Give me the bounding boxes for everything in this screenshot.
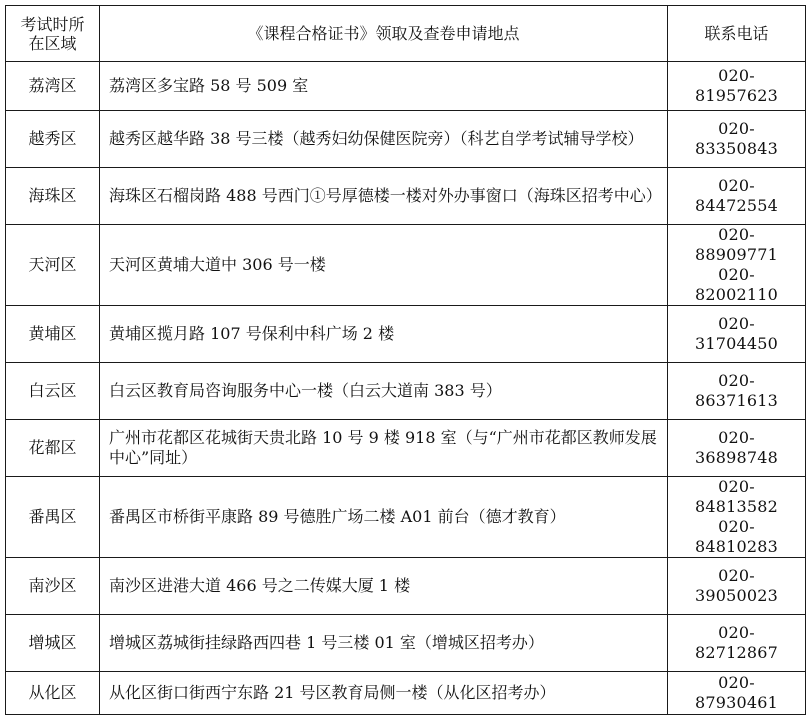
phone-number: 020-88909771	[694, 225, 779, 264]
table-row	[6, 225, 806, 306]
address-cell: 增城区荔城街挂绿路西四巷 1 号三楼 01 室（增城区招考办）	[100, 615, 668, 672]
phone-number: 020-81957623	[694, 66, 779, 105]
address-cell: 荔湾区多宝路 58 号 509 室	[100, 62, 668, 111]
area-cell: 从化区	[6, 672, 100, 715]
phone-number: 020-87930461	[694, 673, 779, 712]
phone-cell	[668, 62, 806, 111]
address-cell: 从化区街口街西宁东路 21 号区教育局侧一楼（从化区招考办）	[100, 672, 668, 715]
phone-cell	[668, 420, 806, 477]
phone-cell	[668, 477, 806, 558]
phone-number: 020-84813582	[694, 477, 779, 516]
area-cell: 荔湾区	[6, 62, 100, 111]
area-cell: 增城区	[6, 615, 100, 672]
area-cell: 天河区	[6, 225, 100, 306]
certificate-pickup-table	[5, 5, 806, 715]
table-row	[6, 615, 806, 672]
area-cell: 海珠区	[6, 168, 100, 225]
phone-cell	[668, 672, 806, 715]
table-row	[6, 62, 806, 111]
address-cell: 黄埔区揽月路 107 号保利中科广场 2 楼	[100, 306, 668, 363]
table-row	[6, 111, 806, 168]
phone-number: 020-36898748	[694, 428, 779, 467]
table-row	[6, 363, 806, 420]
phone-number: 020-83350843	[694, 119, 779, 158]
header-exam-area-line1: 考试时所	[20, 14, 85, 34]
area-cell: 南沙区	[6, 558, 100, 615]
phone-cell	[668, 306, 806, 363]
address-cell: 越秀区越华路 38 号三楼（越秀妇幼保健医院旁）（科艺自学考试辅导学校）	[100, 111, 668, 168]
table-header-row	[6, 6, 806, 62]
area-cell: 越秀区	[6, 111, 100, 168]
address-cell: 广州市花都区花城街天贵北路 10 号 9 楼 918 室（与“广州市花都区教师发展中心”同址）	[100, 420, 668, 477]
phone-cell	[668, 363, 806, 420]
address-cell: 白云区教育局咨询服务中心一楼（白云大道南 383 号）	[100, 363, 668, 420]
header-address: 《课程合格证书》领取及查卷申请地点	[100, 6, 668, 62]
phone-number: 020-82002110	[694, 265, 779, 304]
header-exam-area-line2: 在区域	[28, 33, 77, 53]
phone-cell	[668, 558, 806, 615]
phone-number: 020-39050023	[694, 566, 779, 605]
area-cell: 番禺区	[6, 477, 100, 558]
phone-number: 020-84810283	[694, 517, 779, 556]
phone-cell	[668, 615, 806, 672]
area-cell: 白云区	[6, 363, 100, 420]
phone-cell	[668, 168, 806, 225]
phone-number: 020-86371613	[694, 371, 779, 410]
phone-number: 020-31704450	[694, 314, 779, 353]
table-row	[6, 672, 806, 715]
area-cell: 黄埔区	[6, 306, 100, 363]
table-row	[6, 168, 806, 225]
address-cell: 海珠区石榴岗路 488 号西门①号厚德楼一楼对外办事窗口（海珠区招考中心）	[100, 168, 668, 225]
phone-cell	[668, 111, 806, 168]
table-row	[6, 420, 806, 477]
phone-number: 020-82712867	[694, 623, 779, 662]
phone-number: 020-84472554	[694, 176, 779, 215]
header-phone: 联系电话	[668, 6, 806, 62]
header-exam-area	[6, 6, 100, 62]
address-cell: 南沙区进港大道 466 号之二传媒大厦 1 楼	[100, 558, 668, 615]
table-row	[6, 558, 806, 615]
area-cell: 花都区	[6, 420, 100, 477]
address-cell: 天河区黄埔大道中 306 号一楼	[100, 225, 668, 306]
address-cell: 番禺区市桥街平康路 89 号德胜广场二楼 A01 前台（德才教育）	[100, 477, 668, 558]
table-row	[6, 306, 806, 363]
phone-cell	[668, 225, 806, 306]
table-row	[6, 477, 806, 558]
